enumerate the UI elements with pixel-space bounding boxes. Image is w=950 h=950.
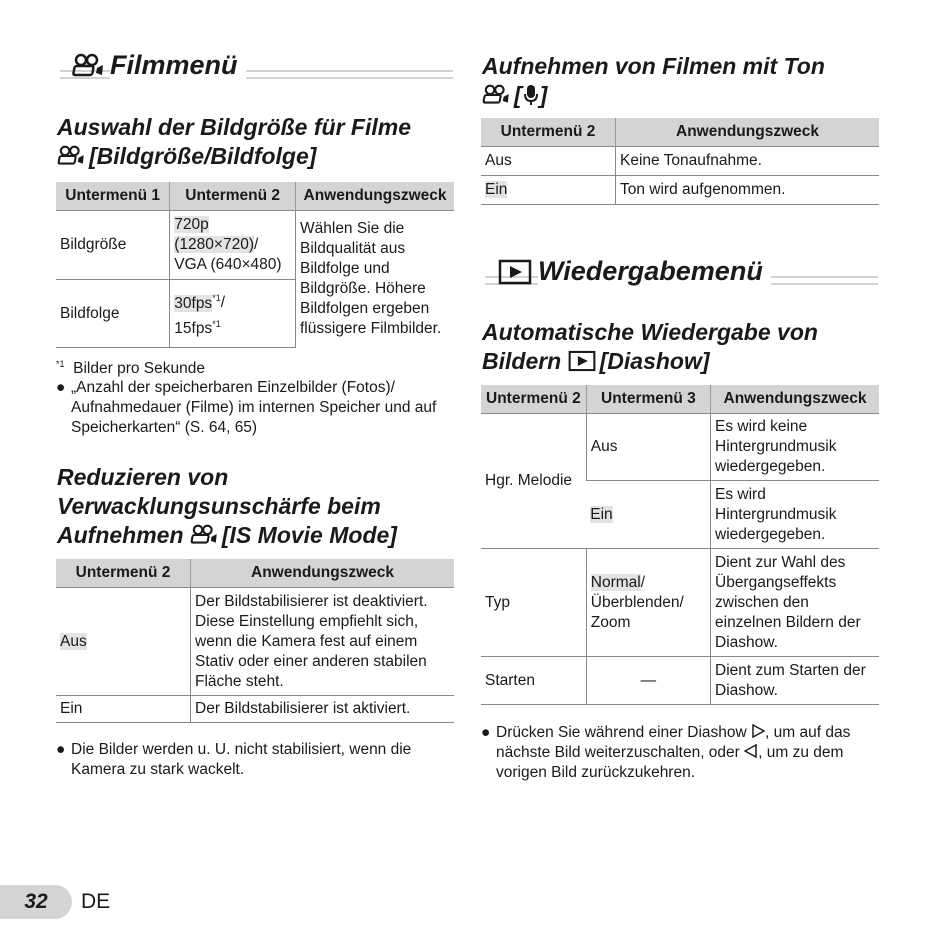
heading-line [57, 142, 411, 174]
bullet-note [56, 740, 461, 780]
bullet-dot-icon: ● [56, 379, 66, 396]
bullet-text: , um auf das nächste Bild weiterzuschalten, oder [496, 724, 851, 761]
table-cell [170, 211, 296, 280]
heading-is-movie [57, 463, 397, 553]
table-cell [56, 588, 191, 696]
table-row [56, 211, 454, 280]
column-header: Anwendungszweck [296, 182, 455, 211]
footnote-mark: *1 [212, 318, 221, 329]
movie-camera-icon [190, 524, 218, 553]
table-cell: Bildgröße [56, 211, 170, 280]
column-header: Anwendungszweck [711, 385, 880, 414]
movie-camera-icon [482, 84, 510, 113]
default-value: Aus [60, 632, 87, 650]
default-value: Ein [485, 181, 508, 198]
table-cell: Aus [586, 414, 710, 481]
table-cell [481, 176, 616, 205]
bullet-text: , um zu dem vorigen Bild zurückzukehren. [496, 744, 844, 781]
table-header-row [56, 559, 454, 588]
column-header: Anwendungszweck [616, 118, 880, 147]
table-row [481, 414, 879, 481]
heading-diashow [482, 318, 818, 379]
page-number: 32 [0, 885, 72, 919]
heading-text: [IS Movie Mode] [221, 522, 397, 548]
table-cell: Ton wird aufgenommen. [616, 176, 880, 205]
bullet-dot-icon: ● [56, 741, 66, 758]
table-row [56, 588, 454, 696]
table-cell: Bildfolge [56, 280, 170, 348]
footnote [56, 354, 205, 379]
heading-text: ] [539, 82, 548, 108]
default-value: Normal [590, 573, 641, 591]
ton-table [481, 118, 879, 205]
language-code: DE [81, 890, 111, 913]
table-row [481, 176, 879, 205]
table-header-row [481, 118, 879, 147]
play-icon [568, 350, 596, 379]
bullet-dot-icon: ● [481, 724, 491, 741]
heading-line [57, 521, 397, 553]
table-cell: Es wird keine Hintergrundmusik wiedergegeben. [711, 414, 880, 481]
heading-line: Verwacklungsunschärfe beim [57, 493, 381, 519]
table-cell [586, 549, 710, 657]
option-value: / Überblenden/ Zoom [590, 573, 684, 631]
separator: / [253, 236, 259, 253]
option-value: 15fps [174, 319, 213, 337]
heading-line [482, 347, 818, 379]
bullet-text: „Anzahl der speicherbaren Einzelbilder (Fotos)/ Aufnahmedauer (Filme) im internen Speicher und auf Speicherkarten“ (S. 64, 65) [71, 379, 437, 436]
default-value: 30fps [174, 294, 213, 312]
table-cell: Typ [481, 549, 586, 657]
heading-line [482, 81, 825, 113]
column-header: Untermenü 2 [481, 385, 586, 414]
column-header: Untermenü 2 [56, 559, 191, 588]
heading-ton [482, 52, 825, 113]
diashow-table [481, 385, 879, 705]
table-row [481, 147, 879, 176]
is-movie-table [56, 559, 454, 723]
heading-text: [Bildgröße/Bildfolge] [89, 143, 317, 169]
play-icon [498, 259, 532, 285]
column-header: Untermenü 2 [170, 182, 296, 211]
table-row [481, 549, 879, 657]
heading-line: Automatische Wiedergabe von [482, 319, 818, 345]
column-header: Untermenü 1 [56, 182, 170, 211]
page-footer [0, 885, 110, 919]
section-title-wiedergabemenue [498, 256, 771, 287]
table-cell [586, 481, 710, 549]
heading-text: [ [514, 82, 522, 108]
table-cell: Der Bildstabilisierer ist aktiviert. [191, 696, 455, 723]
table-cell: — [586, 657, 710, 705]
table-header-row [56, 182, 454, 211]
table-cell: Dient zur Wahl des Übergangseffekts zwischen den einzelnen Bildern der Diashow. [711, 549, 880, 657]
separator: / [220, 294, 226, 312]
section-title-text: Filmmenü [110, 50, 246, 81]
bullet-text: Die Bilder werden u. U. nicht stabilisiert, wenn die Kamera zu stark wackelt. [71, 741, 412, 778]
table-cell: Starten [481, 657, 586, 705]
column-header: Untermenü 2 [481, 118, 616, 147]
table-cell: Es wird Hintergrundmusik wiedergegeben. [711, 481, 880, 549]
table-cell [170, 280, 296, 348]
table-cell: Keine Tonaufnahme. [616, 147, 880, 176]
default-value: (1280×720) [174, 236, 254, 253]
heading-text: Bildern [482, 348, 562, 374]
footnote-text: Bilder pro Sekunde [73, 360, 205, 378]
heading-line: Reduzieren von [57, 464, 229, 490]
bullet-text: Drücken Sie während einer Diashow [496, 724, 747, 741]
heading-line: Auswahl der Bildgröße für Filme [57, 114, 411, 140]
footnote-mark: *1 [56, 359, 65, 369]
table-cell: Hgr. Melodie [481, 414, 586, 549]
table-cell: Aus [481, 147, 616, 176]
table-cell: Wählen Sie die Bildqualität aus Bildfolge und Bildgröße. Höhere Bildfolgen ergeben flüssigere Filmbilder. [296, 211, 455, 348]
bullet-note [56, 378, 461, 438]
table-row [481, 657, 879, 705]
bildgroesse-table [56, 182, 454, 348]
footnote-mark: *1 [212, 293, 221, 304]
heading-bildgroesse [57, 113, 411, 174]
left-arrow-icon [744, 744, 758, 761]
table-cell: Der Bildstabilisierer ist deaktiviert. Diese Einstellung empfiehlt sich, wenn die Kamera fest auf einem Stativ oder einer anderen stabilen Fläche steht. [191, 588, 455, 696]
default-value: 720p [174, 216, 209, 233]
heading-text: [Diashow] [599, 348, 710, 374]
table-cell: Ein [56, 696, 191, 723]
section-title-filmmenue [72, 50, 246, 81]
right-arrow-icon [751, 724, 765, 741]
column-header: Anwendungszweck [191, 559, 455, 588]
default-value: Ein [590, 505, 613, 523]
table-row [56, 696, 454, 723]
table-cell: Dient zum Starten der Diashow. [711, 657, 880, 705]
heading-text: Aufnehmen [57, 522, 184, 548]
heading-line: Aufnehmen von Filmen mit Ton [482, 53, 825, 79]
bullet-note [481, 723, 891, 783]
column-header: Untermenü 3 [586, 385, 710, 414]
movie-camera-icon [57, 145, 85, 174]
section-title-text: Wiedergabemenü [538, 256, 771, 287]
microphone-icon [523, 84, 539, 113]
option-value: VGA (640×480) [174, 256, 282, 273]
movie-camera-icon [72, 53, 104, 79]
table-header-row [481, 385, 879, 414]
